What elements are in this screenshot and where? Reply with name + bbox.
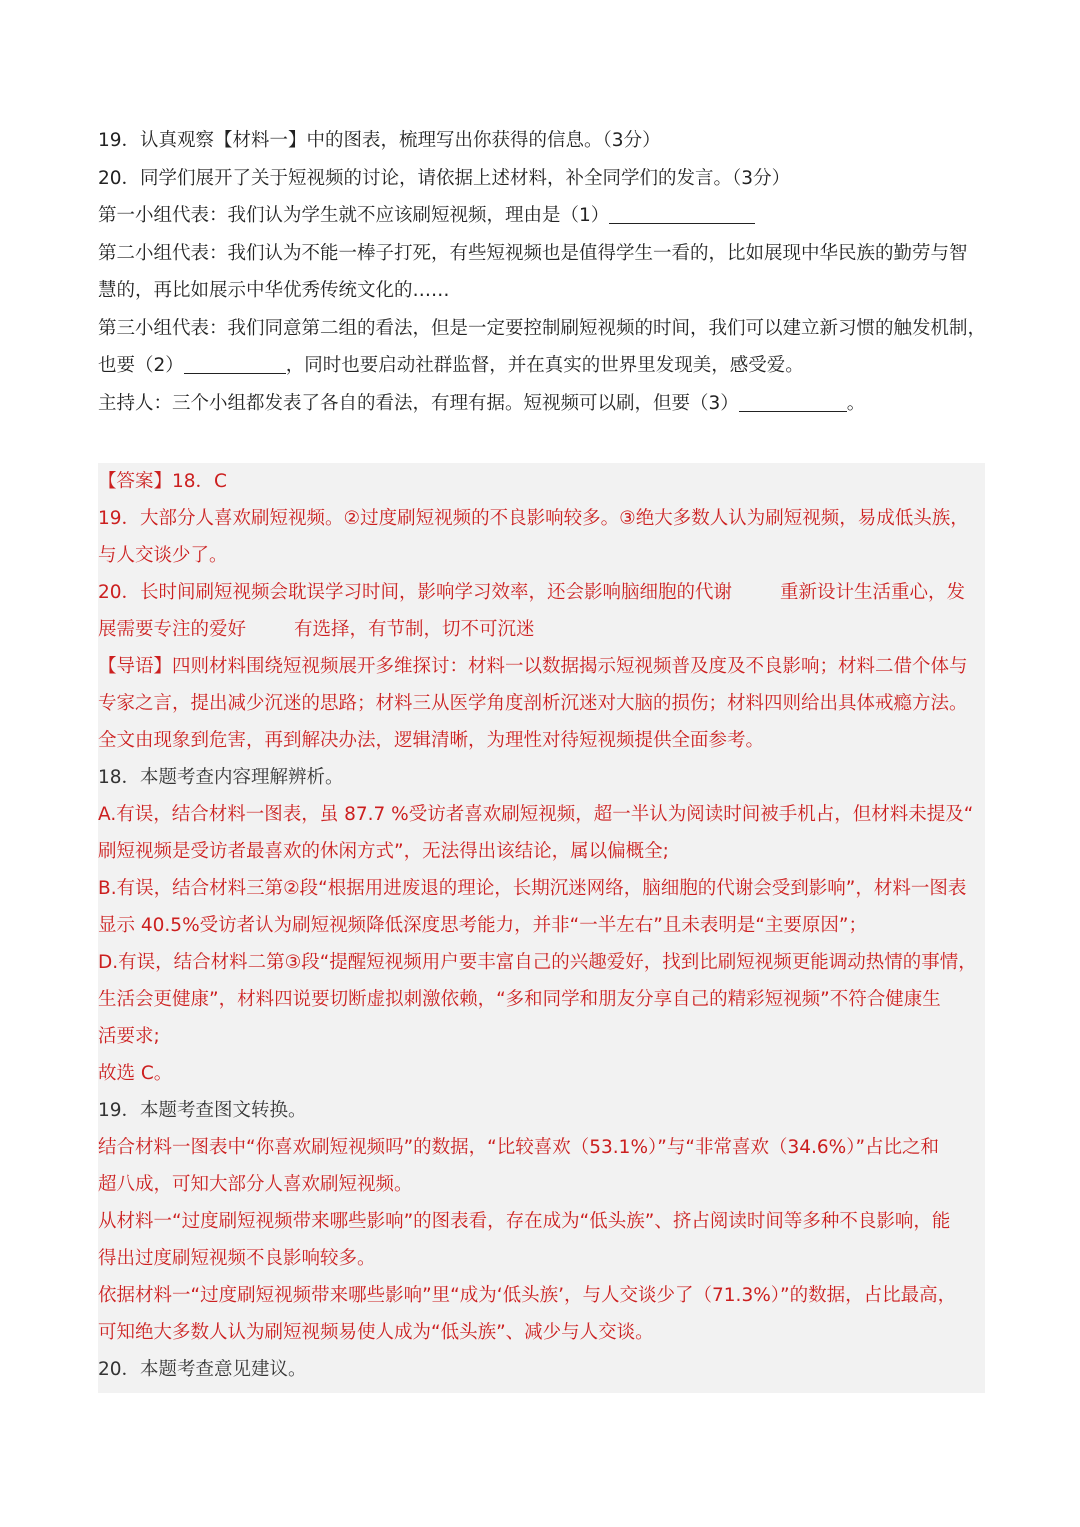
host-text-a: 主持人：三个小组都发表了各自的看法，有理有据。短视频可以刷，但要（3） [98, 392, 739, 414]
group3-statement-line1: 第三小组代表：我们同意第二组的看法，但是一定要控制刷短视频的时间，我们可以建立新习惯的触发机制， [98, 317, 987, 339]
analysis-line: 显示 40.5%受访者认为刷短视频降低深度思考能力，并非“一半左右”且未表明是“主要原因”； [98, 915, 867, 936]
analysis-line: 故选 C。 [98, 1063, 173, 1084]
host-text-b: 。 [846, 392, 866, 414]
analysis-line: 得出过度刷短视频不良影响较多。 [98, 1248, 376, 1269]
group3-statement-line2 [98, 347, 1008, 385]
analysis-line: 生活会更健康”，材料四说要切断虚拟刺激依赖，“多和同学和朋友分享自己的精彩短视频”不符合健康生 [98, 989, 941, 1010]
analysis-heading-19: 19．本题考查图文转换。 [98, 1100, 307, 1121]
question-20: 20．同学们展开了关于短视频的讨论，请依据上述材料，补全同学们的发言。（3分） [98, 167, 791, 189]
analysis-heading-20: 20．本题考查意见建议。 [98, 1359, 307, 1380]
answer-line [98, 611, 535, 649]
analysis-line: 可知绝大多数人认为刷短视频易使人成为“低头族”、减少与人交谈。 [98, 1322, 654, 1343]
group2-statement-line2: 慧的，再比如展示中华优秀传统文化的…… [98, 280, 450, 301]
question-section [98, 122, 1008, 422]
group1-text: 第一小组代表：我们认为学生就不应该刷短视频，理由是（1） [98, 205, 610, 226]
group3-text-a: 也要（2） [98, 355, 184, 376]
group3-text-b: ，同时也要启动社群监督，并在真实的世界里发现美，感受爱。 [285, 355, 804, 376]
answer-line: 与人交谈少了。 [98, 545, 228, 566]
question-19: 19．认真观察【材料一】中的图表，梳理写出你获得的信息。（3分） [98, 130, 661, 151]
analysis-line: A.有误，结合材料一图表，虽 87.7 %受访者喜欢刷短视频，超一半认为阅读时间被手机占，但材料未提及“ [98, 804, 974, 825]
answer-20-part2: 重新设计生活重心，发 [780, 582, 966, 603]
guide-line: 全文由现象到危害，再到解决办法，逻辑清晰，为理性对待短视频提供全面参考。 [98, 730, 765, 751]
analysis-line: B.有误，结合材料三第②段“根据用进废退的理论，长期沉迷网络，脑细胞的代谢会受到影响”，材料一图表 [98, 878, 967, 899]
answer-line [98, 574, 965, 612]
group1-statement [98, 197, 1008, 235]
answer-line: 【答案】18．C [98, 471, 227, 492]
answer-20-part1: 20．长时间刷短视频会耽误学习时间，影响学习效率，还会影响脑细胞的代谢 [98, 582, 733, 603]
answer-20-part3: 展需要专注的爱好 [98, 619, 247, 640]
fill-blank-1 [609, 201, 755, 224]
analysis-line: 刷短视频是受访者最喜欢的休闲方式”，无法得出该结论，属以偏概全; [98, 841, 669, 862]
answer-20-part4: 有选择，有节制，切不可沉迷 [294, 619, 535, 640]
guide-line: 专家之言，提出减少沉迷的思路；材料三从医学角度剖析沉迷对大脑的损伤；材料四则给出具体戒瘾方法。 [98, 693, 968, 714]
analysis-line: 依据材料一“过度刷短视频带来哪些影响”里“成为‘低头族’，与人交谈少了（71.3%）”的数据，占比最高， [98, 1285, 957, 1306]
fill-blank-2 [184, 351, 286, 374]
answer-line: 19．大部分人喜欢刷短视频。②过度刷短视频的不良影响较多。③绝大多数人认为刷短视频，易成低头族， [98, 508, 969, 529]
guide-line: 【导语】四则材料围绕短视频展开多维探讨：材料一以数据揭示短视频普及度及不良影响；材料二借个体与 [98, 656, 968, 677]
answer-section [98, 463, 985, 1393]
analysis-line: 活要求; [98, 1026, 160, 1047]
analysis-line: 超八成，可知大部分人喜欢刷短视频。 [98, 1174, 413, 1195]
fill-blank-3 [739, 389, 847, 412]
analysis-heading-18: 18．本题考查内容理解辨析。 [98, 767, 344, 788]
host-statement [98, 385, 1008, 423]
analysis-line: 结合材料一图表中“你喜欢刷短视频吗”的数据，“比较喜欢（53.1%）”与“非常喜欢（34.6%）”占比之和 [98, 1137, 940, 1158]
analysis-line: 从材料一“过度刷短视频带来哪些影响”的图表看，存在成为“低头族”、挤占阅读时间等多种不良影响，能 [98, 1211, 951, 1232]
analysis-line: D.有误，结合材料二第③段“提醒短视频用户要丰富自己的兴趣爱好，找到比刷短视频更能调动热情的事情， [98, 952, 977, 973]
group2-statement-line1: 第二小组代表：我们认为不能一棒子打死，有些短视频也是值得学生一看的，比如展现中华民族的勤劳与智 [98, 242, 968, 264]
